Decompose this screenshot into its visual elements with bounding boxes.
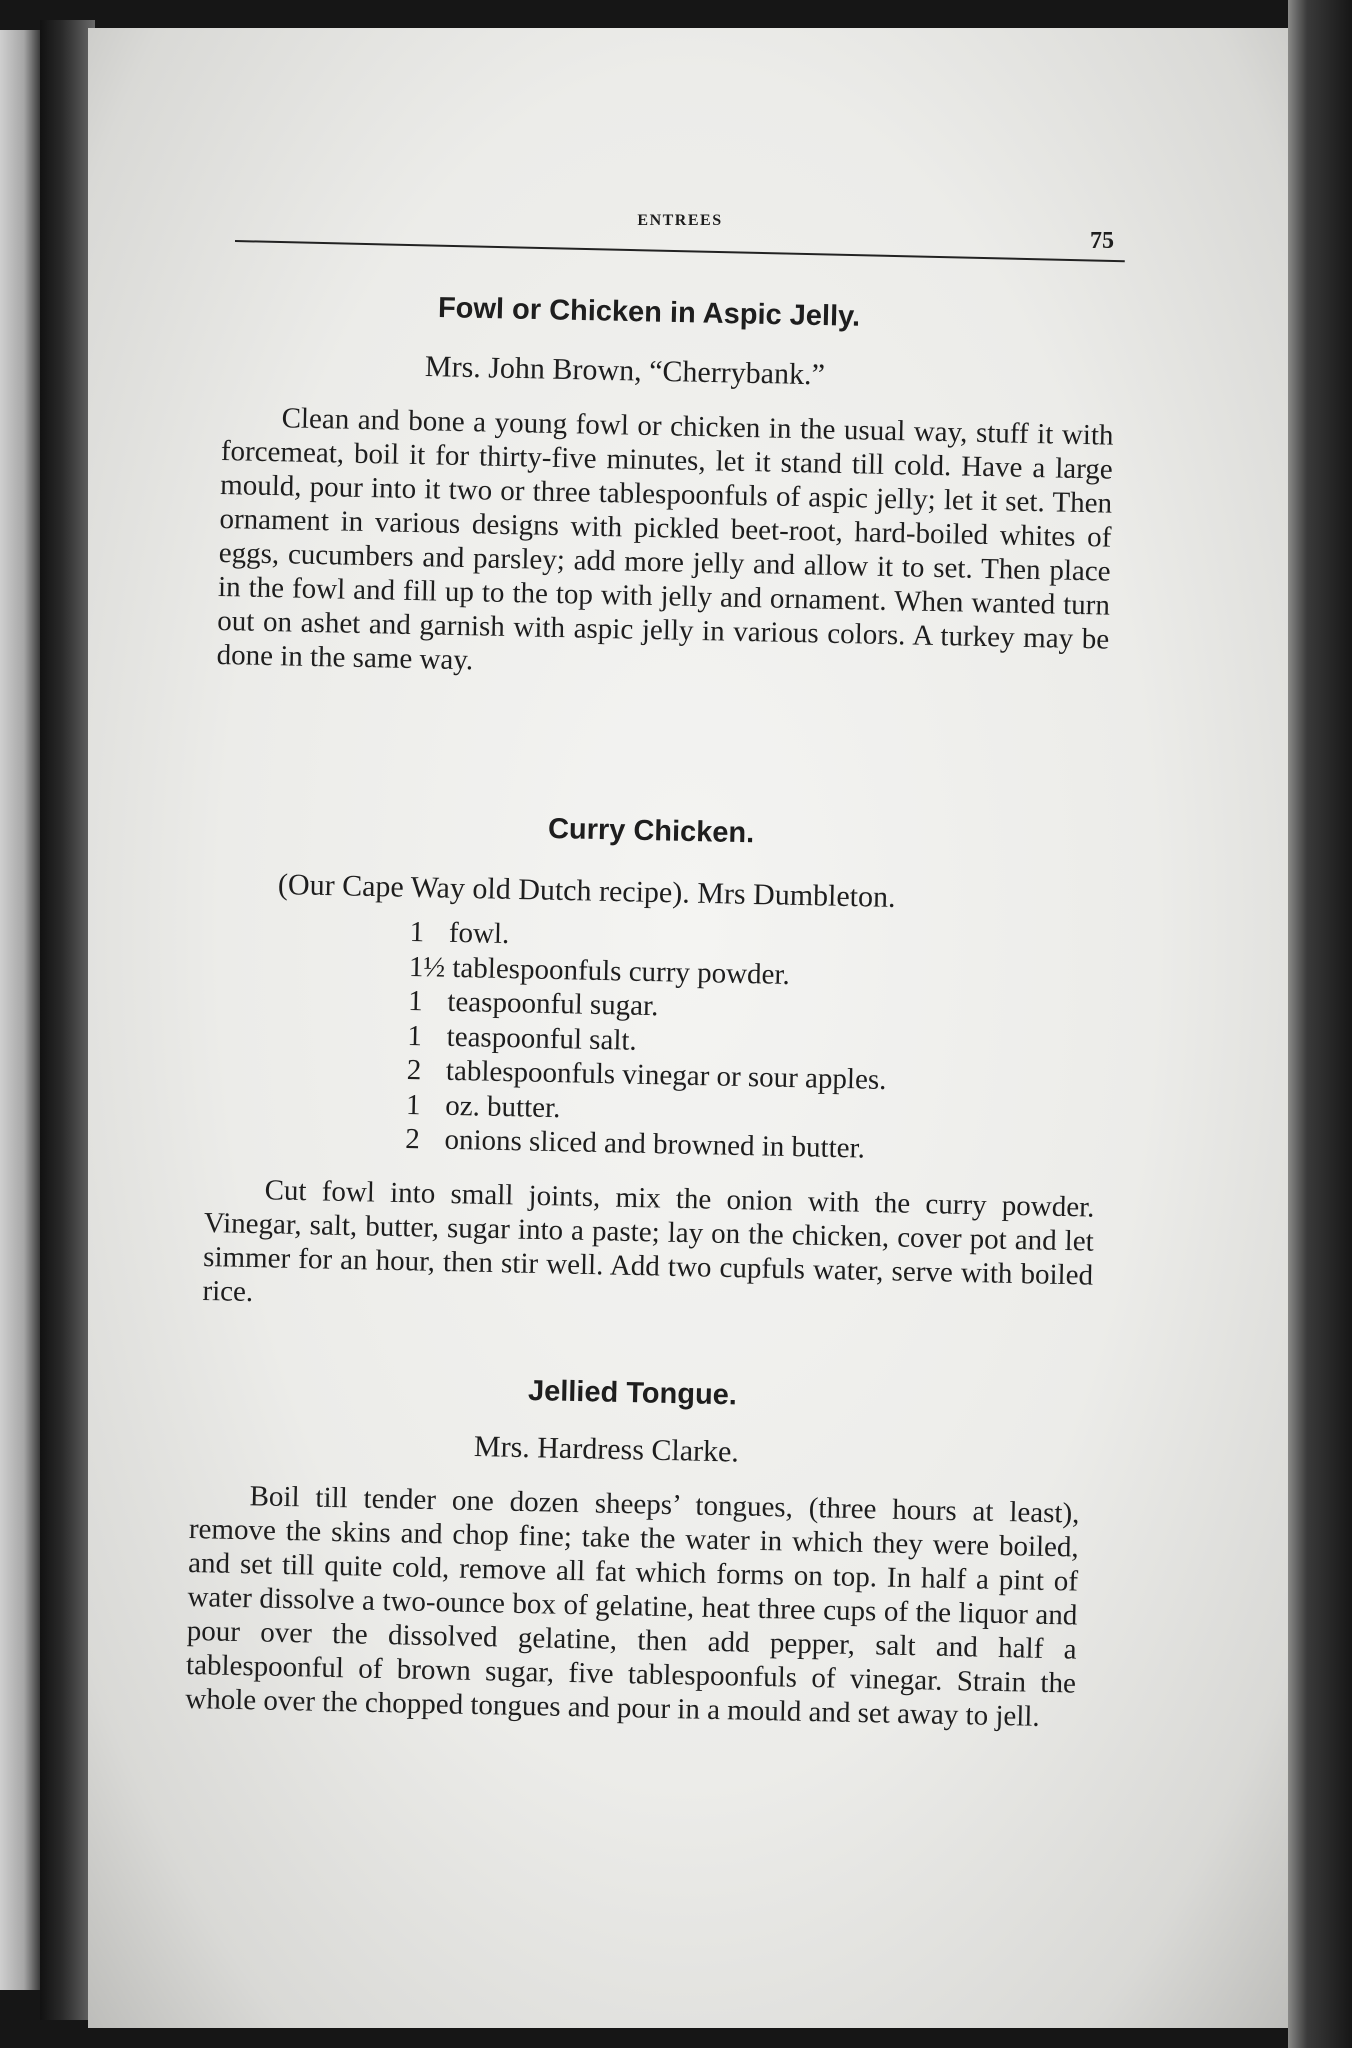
recipe-instructions bbox=[202, 1172, 1095, 1327]
ingredient-text: fowl. bbox=[448, 916, 510, 951]
instructions-text: Clean and bone a young fowl or chicken in the usual way, stuff it with forcemeat, boil it for thirty-five minutes, let it stand till cold. Have a large mould, pour into it two or three tablespoonfuls of aspic jelly; let it set. Then ornament in various designs with pickled beet-root, hard-boiled whites of eggs, cucumbers and parsley; add more jelly and allow it to set. Then place in the fowl and fill up to the top with jelly and ornament. When wanted turn out on ashet and garnish with aspic jelly in various colors. A turkey may be done in the same way. bbox=[216, 402, 1114, 677]
ingredient-text: oz. butter. bbox=[444, 1089, 561, 1124]
ingredient-text: tablespoonfuls curry powder. bbox=[452, 951, 791, 991]
ingredient-text: teaspoonful salt. bbox=[446, 1020, 638, 1057]
ingredient-quantity: 1 bbox=[407, 984, 424, 1018]
instructions-text: Cut fowl into small joints, mix the onion with the curry powder. Vinegar, salt, butter, sugar into a paste; lay on the chicken, cover pot and let simmer for an hour, then stir well. Add two cupfuls water, serve with boiled rice. bbox=[202, 1174, 1095, 1309]
ingredient-text: teaspoonful sugar. bbox=[447, 985, 659, 1023]
ingredient-text: onions sliced and browned in butter. bbox=[444, 1123, 866, 1165]
recipe-instructions bbox=[185, 1478, 1080, 1735]
recipe-byline: Mrs. Hardress Clarke. bbox=[473, 1430, 740, 1469]
running-head: ENTREES bbox=[637, 212, 723, 229]
recipe-instructions bbox=[216, 400, 1114, 691]
ingredient-quantity: 1 bbox=[409, 915, 425, 949]
instructions-text: Boil till tender one dozen sheeps’ tongues, (three hours at least), remove the skins and chop fine; take the water in which they were boiled, and set till quite cold, remove all fat which forms on top. In half a pint of water dissolve a two-ounce box of gelatine, heat three cups of the liquor and pour over the dissolved gelatine, then add pepper, salt and half a tablespoonful of brown sugar, five tablespoonfuls of vinegar. Strain the whole over the chopped tongues and pour in a mould and set away to jell. bbox=[185, 1480, 1080, 1733]
ingredient-quantity: 2 bbox=[404, 1122, 421, 1156]
ingredient-quantity: 1 bbox=[405, 1088, 421, 1121]
ingredient-quantity: 1 bbox=[407, 1019, 423, 1052]
page-number: 75 bbox=[1090, 228, 1114, 254]
ingredient-list bbox=[405, 915, 1050, 1170]
recipe-title: Jellied Tongue. bbox=[527, 1375, 738, 1412]
ingredient-quantity: 1½ bbox=[408, 950, 446, 984]
recipe-title: Fowl or Chicken in Aspic Jelly. bbox=[437, 292, 861, 333]
recipe-byline: Mrs. John Brown, “Cherrybank.” bbox=[424, 350, 826, 392]
ingredient-quantity: 2 bbox=[406, 1053, 422, 1087]
recipe-title: Curry Chicken. bbox=[547, 813, 755, 850]
ingredient-text: tablespoonfuls vinegar or sour apples. bbox=[445, 1054, 887, 1097]
header-rule bbox=[235, 240, 1125, 262]
recipe-byline: (Our Cape Way old Dutch recipe). Mrs Dumbleton. bbox=[277, 868, 896, 914]
